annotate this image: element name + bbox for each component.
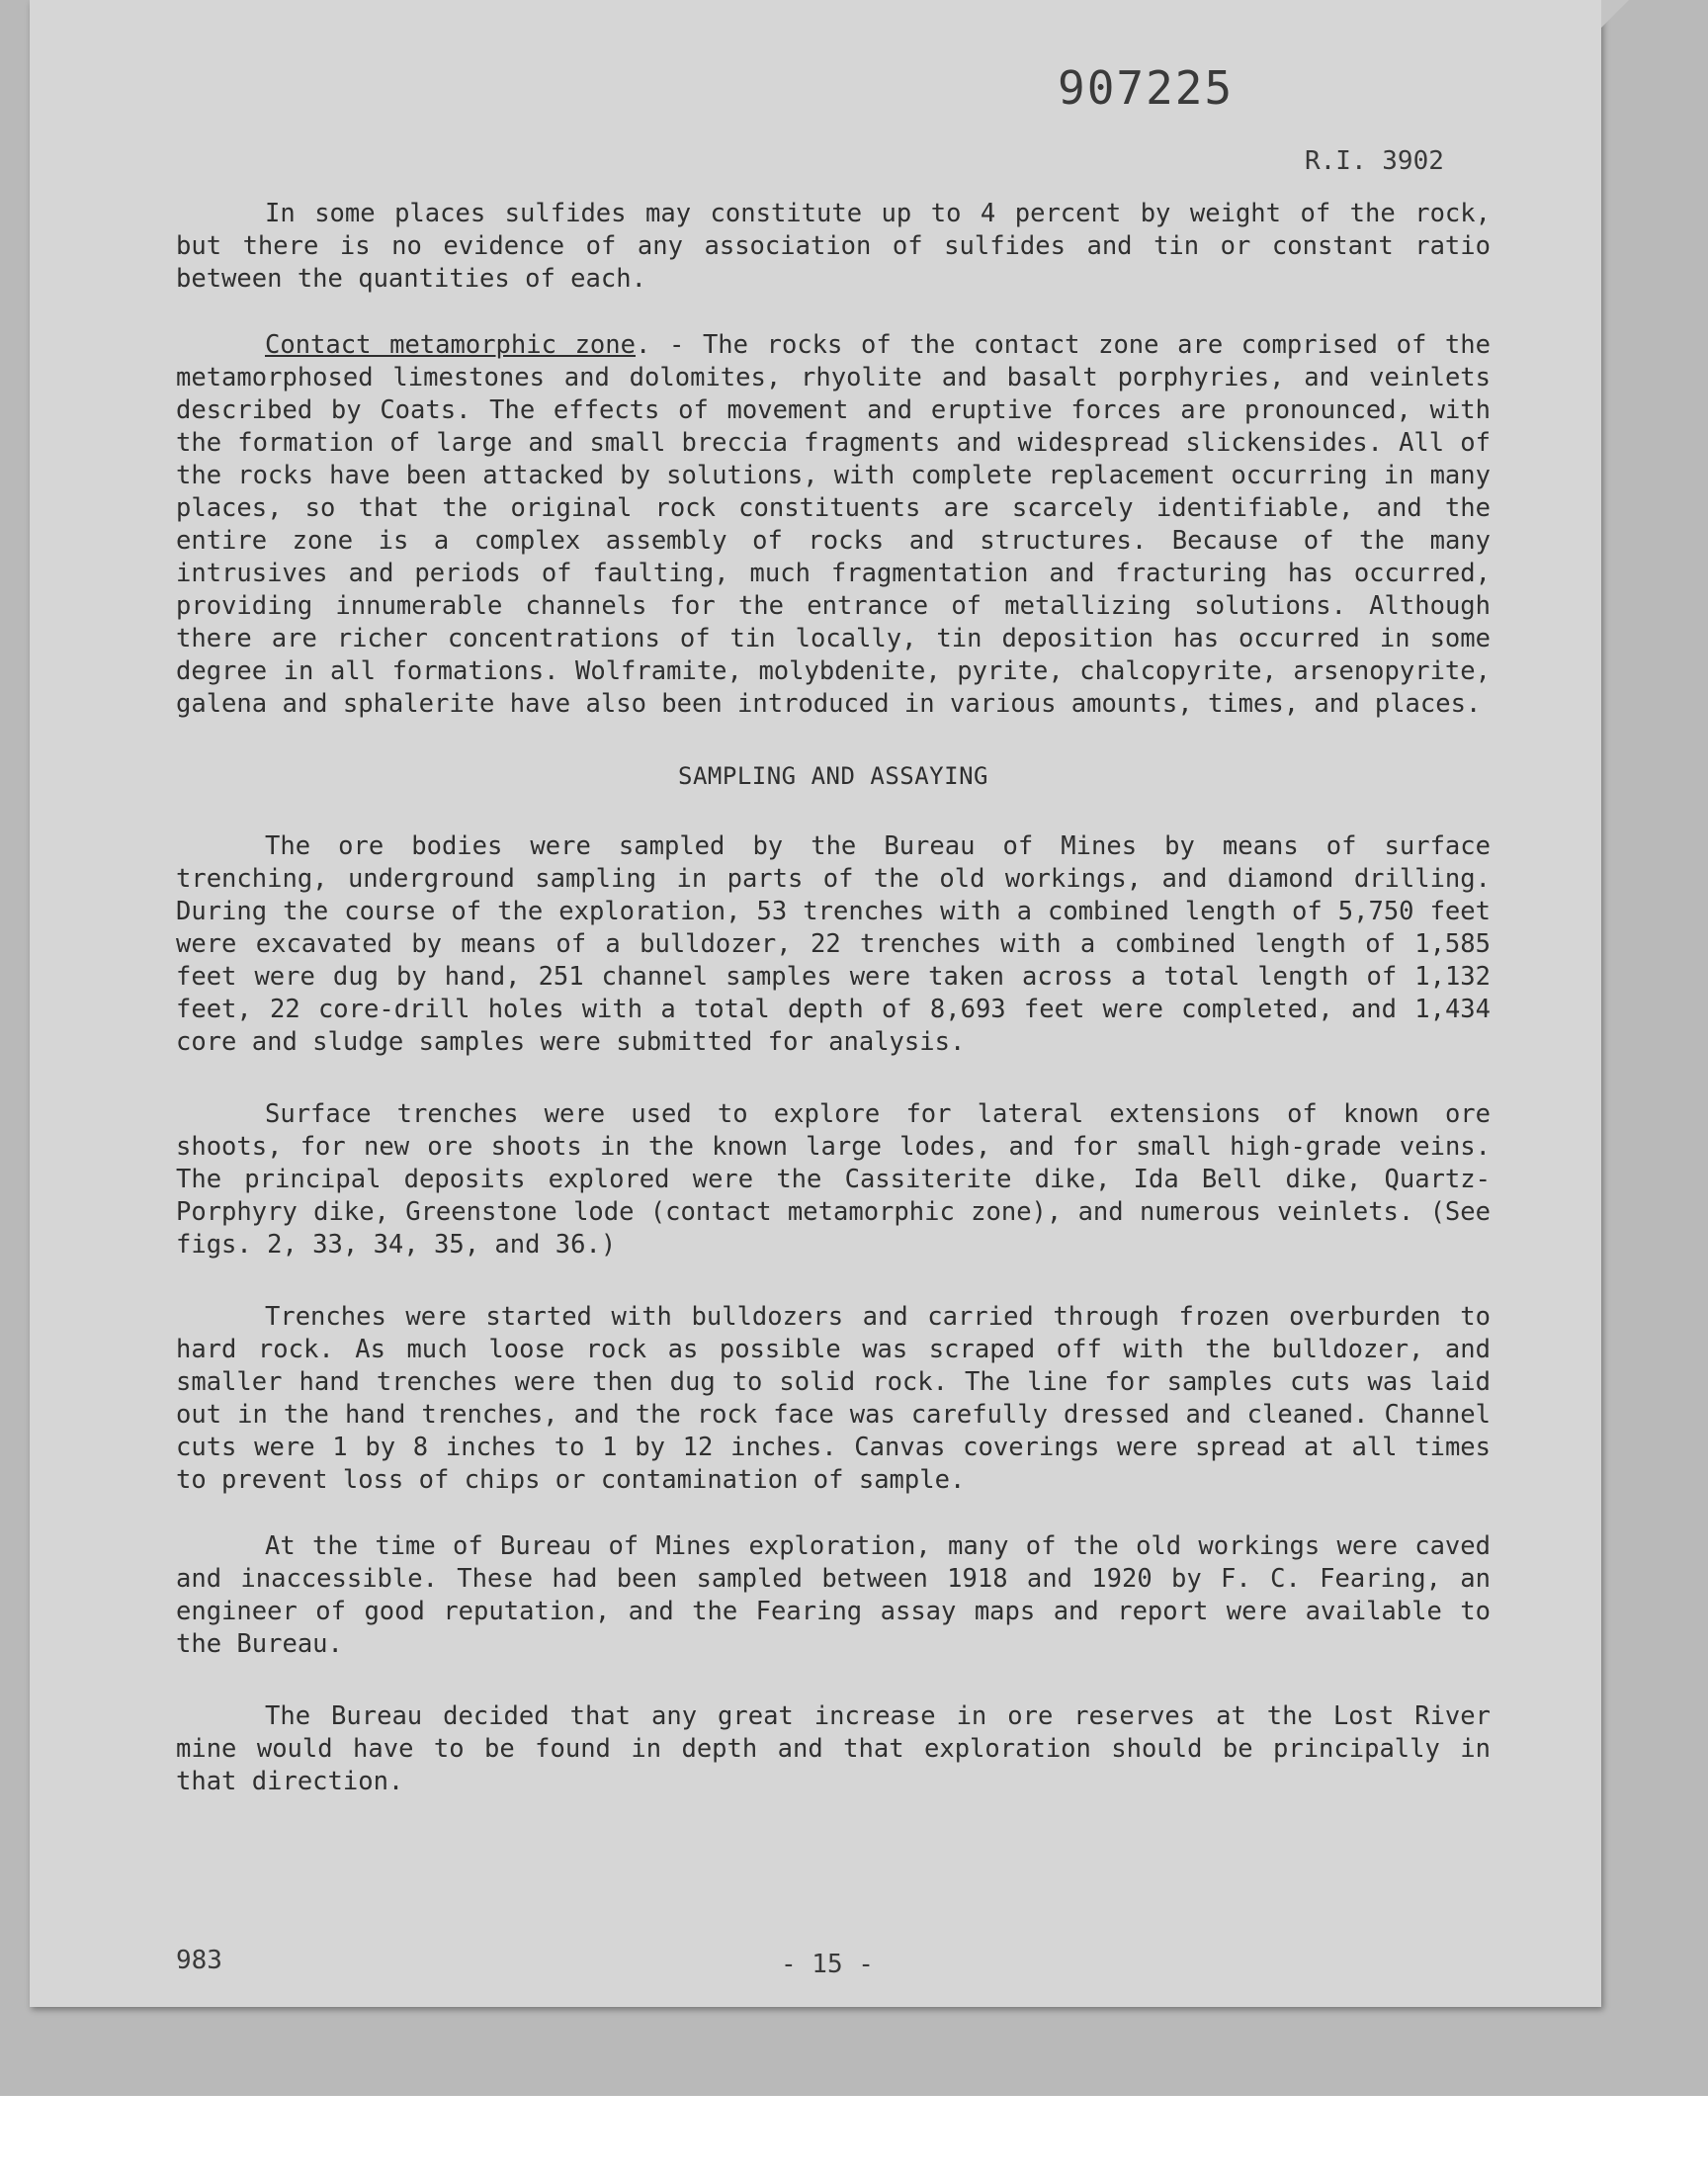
report-id: R.I. 3902 xyxy=(1305,146,1444,176)
paragraph-contact-zone xyxy=(176,329,1491,721)
paragraph-surface-trenches: Surface trenches were used to explore for lateral extensions of known ore shoots, for new ore shoots in the known large lodes, and for small high-grade veins. The principal deposits explored were the Cassiterite dike, Ida Bell dike, Quartz-Porphyry dike, Greenstone lode (contact metamorphic zone), and numerous veinlets. (See figs. 2, 33, 34, 35, and 36.) xyxy=(176,1099,1491,1260)
page-corner xyxy=(1601,0,1629,28)
document-page xyxy=(30,0,1601,2007)
paragraph-sampling: The ore bodies were sampled by the Bureau of Mines by means of surface trenching, underground sampling in parts of the old workings, and diamond drilling. During the course of the exploration, 53 trenches with a combined length of 5,750 feet were excavated by means of a bulldozer, 22 trenches with a combined length of 1,585 feet were dug by hand, 251 channel samples were taken across a total length of 1,132 feet, 22 core-drill holes with a total depth of 8,693 feet were completed, and 1,434 core and sludge samples were submitted for analysis. xyxy=(176,831,1491,1057)
paragraph-lead-heading: Contact metamorphic zone xyxy=(265,330,636,360)
stamp-number: 907225 xyxy=(1058,61,1235,115)
section-heading: SAMPLING AND ASSAYING xyxy=(678,762,988,790)
footer-code: 983 xyxy=(176,1946,222,1975)
paragraph-old-workings: At the time of Bureau of Mines exploration, many of the old workings were caved and inaccessible. These had been sampled between 1918 and 1920 by F. C. Fearing, an engineer of good reputation, and the Fearing assay maps and report were available to the Bureau. xyxy=(176,1531,1491,1659)
page-number: - 15 - xyxy=(781,1950,874,1979)
paragraph-contact-zone-text: . - The rocks of the contact zone are comprised of the metamorphosed limestones and dolomites, rhyolite and basalt porphyries, and veinlets described by Coats. The effects of movement and eruptive forces are pronounced, with the formation of large and small breccia fragments and widespread slickensides. All of the rocks have been attacked by solutions, with complete replacement occurring in many places, so that the original rock constituents are scarcely identifiable, and the entire zone is a complex assembly of rocks and structures. Because of the many intrusives and periods of faulting, much fragmentation and fracturing has occurred, providing innumerable channels for the entrance of metallizing solutions. Although there are richer concentrations of tin locally, tin deposition has occurred in some degree in all formations. Wolframite, molybdenite, pyrite, chalcopyrite, arsenopyrite, galena and sphalerite have also been introduced in various amounts, times, and places. xyxy=(176,330,1491,719)
paragraph-depth-exploration: The Bureau decided that any great increase in ore reserves at the Lost River mine would have to be found in depth and that exploration should be principally in that direction. xyxy=(176,1701,1491,1796)
paragraph-trench-method: Trenches were started with bulldozers and carried through frozen overburden to hard rock. As much loose rock as possible was scraped off with the bulldozer, and smaller hand trenches were then dug to solid rock. The line for samples cuts was laid out in the hand trenches, and the rock face was carefully dressed and cleaned. Channel cuts were 1 by 8 inches to 1 by 12 inches. Canvas coverings were spread at all times to prevent loss of chips or contamination of sample. xyxy=(176,1302,1491,1495)
paragraph-sulfides: In some places sulfides may constitute up to 4 percent by weight of the rock, but there is no evidence of any association of sulfides and tin or constant ratio between the quantities of each. xyxy=(176,199,1491,294)
page-body xyxy=(176,198,1491,1838)
